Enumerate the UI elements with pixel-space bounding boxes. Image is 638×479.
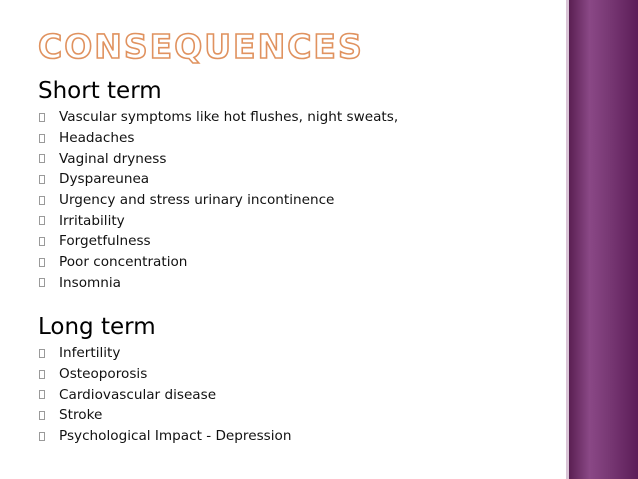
bullet-icon bbox=[39, 237, 45, 246]
list-item-text: Stroke bbox=[59, 407, 103, 424]
list-item-text: Urgency and stress urinary incontinence bbox=[59, 192, 335, 209]
bullet-icon bbox=[39, 390, 45, 399]
list-item bbox=[36, 252, 398, 273]
bullet-icon bbox=[39, 175, 45, 184]
slide-title: CONSEQUENCES bbox=[38, 27, 364, 66]
list-item bbox=[36, 364, 291, 385]
list-item-text: Infertility bbox=[59, 345, 121, 362]
list-item-text: Forgetfulness bbox=[59, 233, 151, 250]
list-item bbox=[36, 384, 291, 405]
list-item bbox=[36, 231, 398, 252]
long-term-heading: Long term bbox=[38, 314, 156, 340]
bullet-icon bbox=[39, 349, 45, 358]
bullet-icon bbox=[39, 134, 45, 143]
bullet-icon bbox=[39, 278, 45, 287]
list-item bbox=[36, 190, 398, 211]
short-term-heading: Short term bbox=[38, 78, 162, 104]
list-item bbox=[36, 107, 398, 128]
list-item bbox=[36, 405, 291, 426]
list-item bbox=[36, 169, 398, 190]
list-item-text: Poor concentration bbox=[59, 254, 188, 271]
list-item bbox=[36, 426, 291, 447]
bullet-icon bbox=[39, 196, 45, 205]
bullet-icon bbox=[39, 216, 45, 225]
list-item bbox=[36, 128, 398, 149]
list-item-text: Vascular symptoms like hot flushes, night sweats, bbox=[59, 109, 399, 126]
bullet-icon bbox=[39, 154, 45, 163]
bullet-icon bbox=[39, 370, 45, 379]
decorative-sidebar bbox=[569, 0, 638, 479]
list-item bbox=[36, 210, 398, 231]
list-item-text: Osteoporosis bbox=[59, 366, 148, 383]
list-item bbox=[36, 343, 291, 364]
short-term-list bbox=[36, 107, 398, 293]
list-item-text: Irritability bbox=[59, 212, 125, 229]
list-item-text: Insomnia bbox=[59, 274, 121, 291]
bullet-icon bbox=[39, 113, 45, 122]
list-item-text: Headaches bbox=[59, 130, 135, 147]
long-term-list bbox=[36, 343, 291, 446]
list-item bbox=[36, 273, 398, 294]
bullet-icon bbox=[39, 432, 45, 441]
bullet-icon bbox=[39, 258, 45, 267]
bullet-icon bbox=[39, 411, 45, 420]
list-item bbox=[36, 148, 398, 169]
list-item-text: Psychological Impact - Depression bbox=[59, 428, 292, 445]
list-item-text: Cardiovascular disease bbox=[59, 386, 217, 403]
list-item-text: Dyspareunea bbox=[59, 171, 150, 188]
list-item-text: Vaginal dryness bbox=[59, 150, 167, 167]
